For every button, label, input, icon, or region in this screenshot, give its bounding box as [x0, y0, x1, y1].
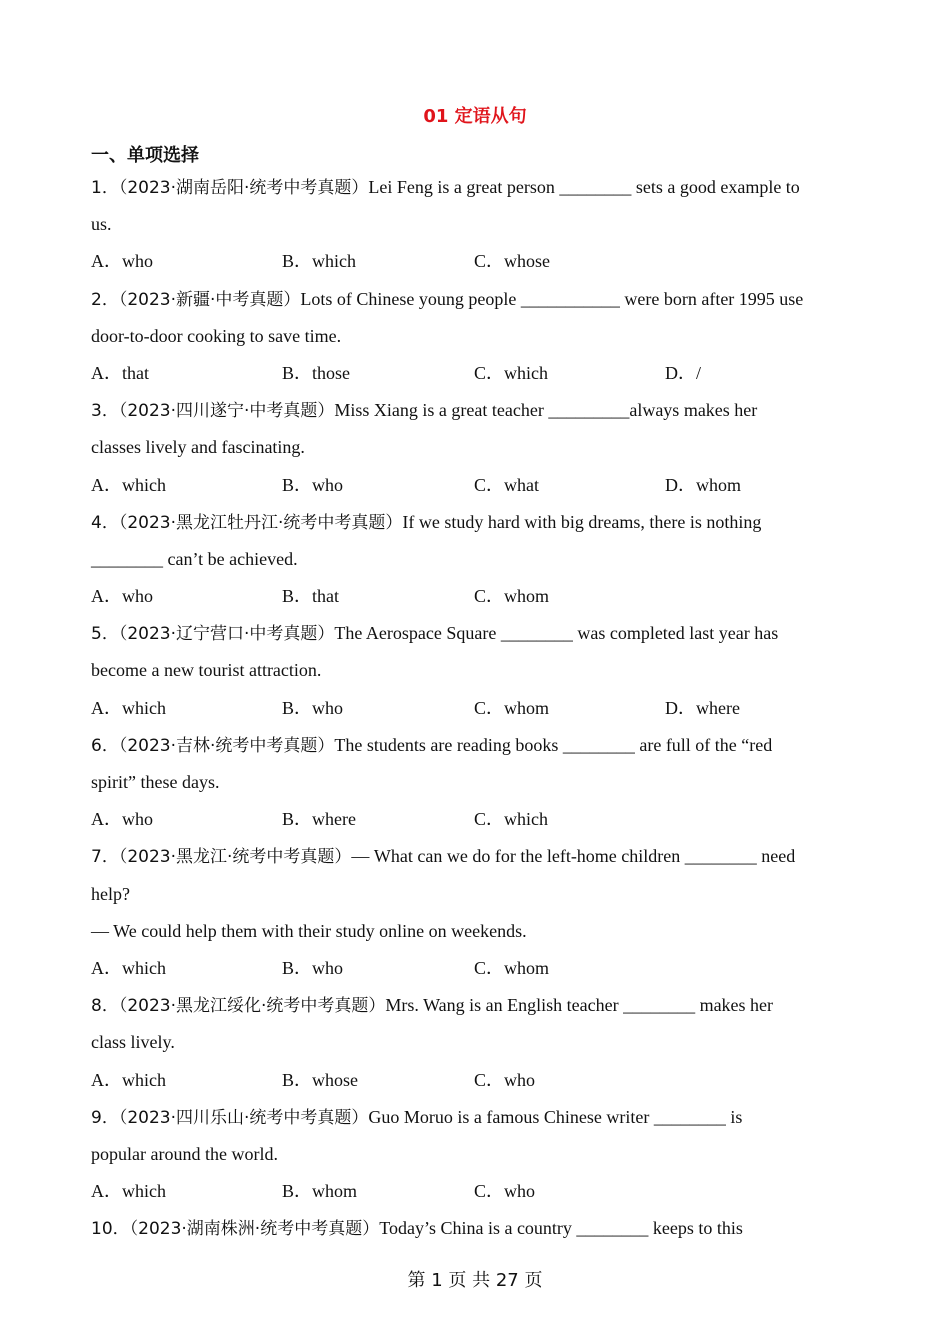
question-text: Mrs. Wang is an English teacher ________ makes her [385, 995, 774, 1016]
option-c: C．whom [474, 957, 550, 978]
question-continuation-line [91, 876, 861, 913]
question-source: （2023·黑龙江牡丹江·统考中考真题） [118, 512, 403, 533]
question-text: class lively. [91, 1032, 175, 1053]
question-stem-line [91, 504, 861, 541]
question-text: Lei Feng is a great person ________ sets a good example to [368, 177, 800, 197]
answer-options [91, 578, 861, 615]
question-number: 8． [91, 996, 119, 1017]
section-heading: 一、单项选择 [91, 145, 199, 166]
answer-options [91, 355, 861, 392]
question-stem-line [91, 281, 861, 318]
option-a: A．which [91, 957, 166, 978]
question-number: 4． [91, 512, 119, 533]
question-stem-line [91, 1210, 861, 1247]
question-source: （2023·四川乐山·统考中考真题） [118, 1107, 369, 1128]
option-c: C．which [474, 362, 548, 383]
question-stem-line [91, 727, 861, 764]
question-source: （2023·吉林·统考中考真题） [118, 735, 335, 756]
question-number: 6． [91, 735, 119, 756]
option-b: B．whom [282, 1181, 358, 1202]
option-b: B．that [282, 586, 339, 607]
question-stem-line [91, 392, 861, 429]
question-number: 3． [91, 401, 119, 422]
answer-options [91, 950, 861, 987]
question-block [91, 1210, 861, 1247]
question-number: 5． [91, 624, 119, 645]
answer-options [91, 801, 861, 838]
question-block [91, 281, 861, 393]
option-b: B．who [282, 697, 344, 718]
question-block [91, 504, 861, 616]
question-block [91, 838, 861, 987]
question-text: ________ can’t be achieved. [91, 548, 298, 569]
question-stem-line [91, 615, 861, 652]
option-c: C．whom [474, 697, 550, 718]
option-c: C．who [474, 1181, 536, 1202]
question-text: — What can we do for the left-home children ________ need [351, 846, 796, 867]
question-source: （2023·四川遂宁·中考真题） [118, 401, 335, 422]
option-b: B．where [282, 809, 356, 830]
question-continuation-line [91, 318, 861, 355]
option-a: A．which [91, 1069, 166, 1090]
option-c: C．whom [474, 586, 550, 607]
question-text: classes lively and fascinating. [91, 437, 305, 458]
question-block [91, 1099, 861, 1211]
question-number: 10． [91, 1219, 130, 1240]
answer-options [91, 690, 861, 727]
question-continuation-line [91, 913, 861, 950]
question-block [91, 169, 861, 281]
question-list [91, 169, 861, 1247]
option-a: A．that [91, 362, 149, 383]
answer-options [91, 1062, 861, 1099]
question-text: Lots of Chinese young people ___________ were born after 1995 use [300, 288, 804, 309]
question-continuation-line [91, 206, 861, 243]
question-continuation-line [91, 429, 861, 466]
option-c: C．what [474, 474, 539, 495]
option-c: C．which [474, 809, 548, 830]
question-continuation-line [91, 1136, 861, 1173]
option-a: A．which [91, 474, 166, 495]
question-text: If we study hard with big dreams, there is nothing [402, 511, 762, 532]
question-continuation-line [91, 1024, 861, 1061]
option-c: C．who [474, 1069, 536, 1090]
question-source: （2023·黑龙江绥化·统考中考真题） [118, 996, 386, 1017]
question-stem-line [91, 838, 861, 875]
question-number: 1． [91, 178, 119, 198]
question-text: The students are reading books ________ are full of the “red [334, 734, 773, 755]
question-source: （2023·湖南株洲·统考中考真题） [129, 1219, 380, 1240]
question-source: （2023·辽宁营口·中考真题） [118, 624, 335, 645]
question-text: Today’s China is a country ________ keeps to this [379, 1218, 743, 1239]
question-number: 2． [91, 289, 119, 310]
option-b: B．who [282, 474, 344, 495]
question-continuation-line [91, 652, 861, 689]
document-title: 01 定语从句 [423, 106, 527, 127]
option-a: A．who [91, 809, 153, 830]
option-d: D．whom [665, 474, 741, 495]
option-a: A．which [91, 1181, 166, 1202]
option-d: D．where [665, 697, 740, 718]
question-text: The Aerospace Square ________ was completed last year has [334, 623, 779, 644]
question-source: （2023·新疆·中考真题） [118, 289, 301, 310]
question-block [91, 727, 861, 839]
option-a: A．who [91, 251, 153, 272]
question-block [91, 987, 861, 1099]
question-text: Miss Xiang is a great teacher _________always makes her [334, 400, 758, 421]
question-source: （2023·黑龙江·统考中考真题） [118, 847, 352, 868]
question-text: help? [91, 883, 130, 904]
question-text: Guo Moruo is a famous Chinese writer ________ is [368, 1106, 743, 1127]
question-text: spirit” these days. [91, 772, 220, 792]
question-source: （2023·湖南岳阳·统考中考真题） [118, 178, 369, 198]
option-d: D．/ [665, 362, 701, 383]
answer-options [91, 243, 861, 280]
question-number: 7． [91, 847, 119, 868]
page-footer: 第 1 页 共 27 页 [407, 1270, 543, 1291]
question-text: become a new tourist attraction. [91, 660, 322, 681]
answer-options [91, 1173, 861, 1210]
option-b: B．whose [282, 1069, 358, 1090]
question-stem-line [91, 987, 861, 1024]
question-number: 9． [91, 1107, 119, 1128]
question-text: popular around the world. [91, 1143, 278, 1164]
option-b: B．who [282, 957, 344, 978]
question-block [91, 615, 861, 727]
option-c: C．whose [474, 251, 550, 272]
option-b: B．those [282, 362, 351, 383]
question-text: us. [91, 214, 112, 235]
question-stem-line [91, 169, 861, 206]
option-b: B．which [282, 251, 356, 272]
question-continuation-line [91, 541, 861, 578]
question-continuation-line [91, 764, 861, 801]
option-a: A．who [91, 586, 153, 607]
answer-options [91, 467, 861, 504]
question-block [91, 392, 861, 504]
question-stem-line [91, 1099, 861, 1136]
question-text: door-to-door cooking to save time. [91, 325, 342, 346]
question-text: — We could help them with their study online on weekends. [91, 920, 527, 941]
option-a: A．which [91, 697, 166, 718]
